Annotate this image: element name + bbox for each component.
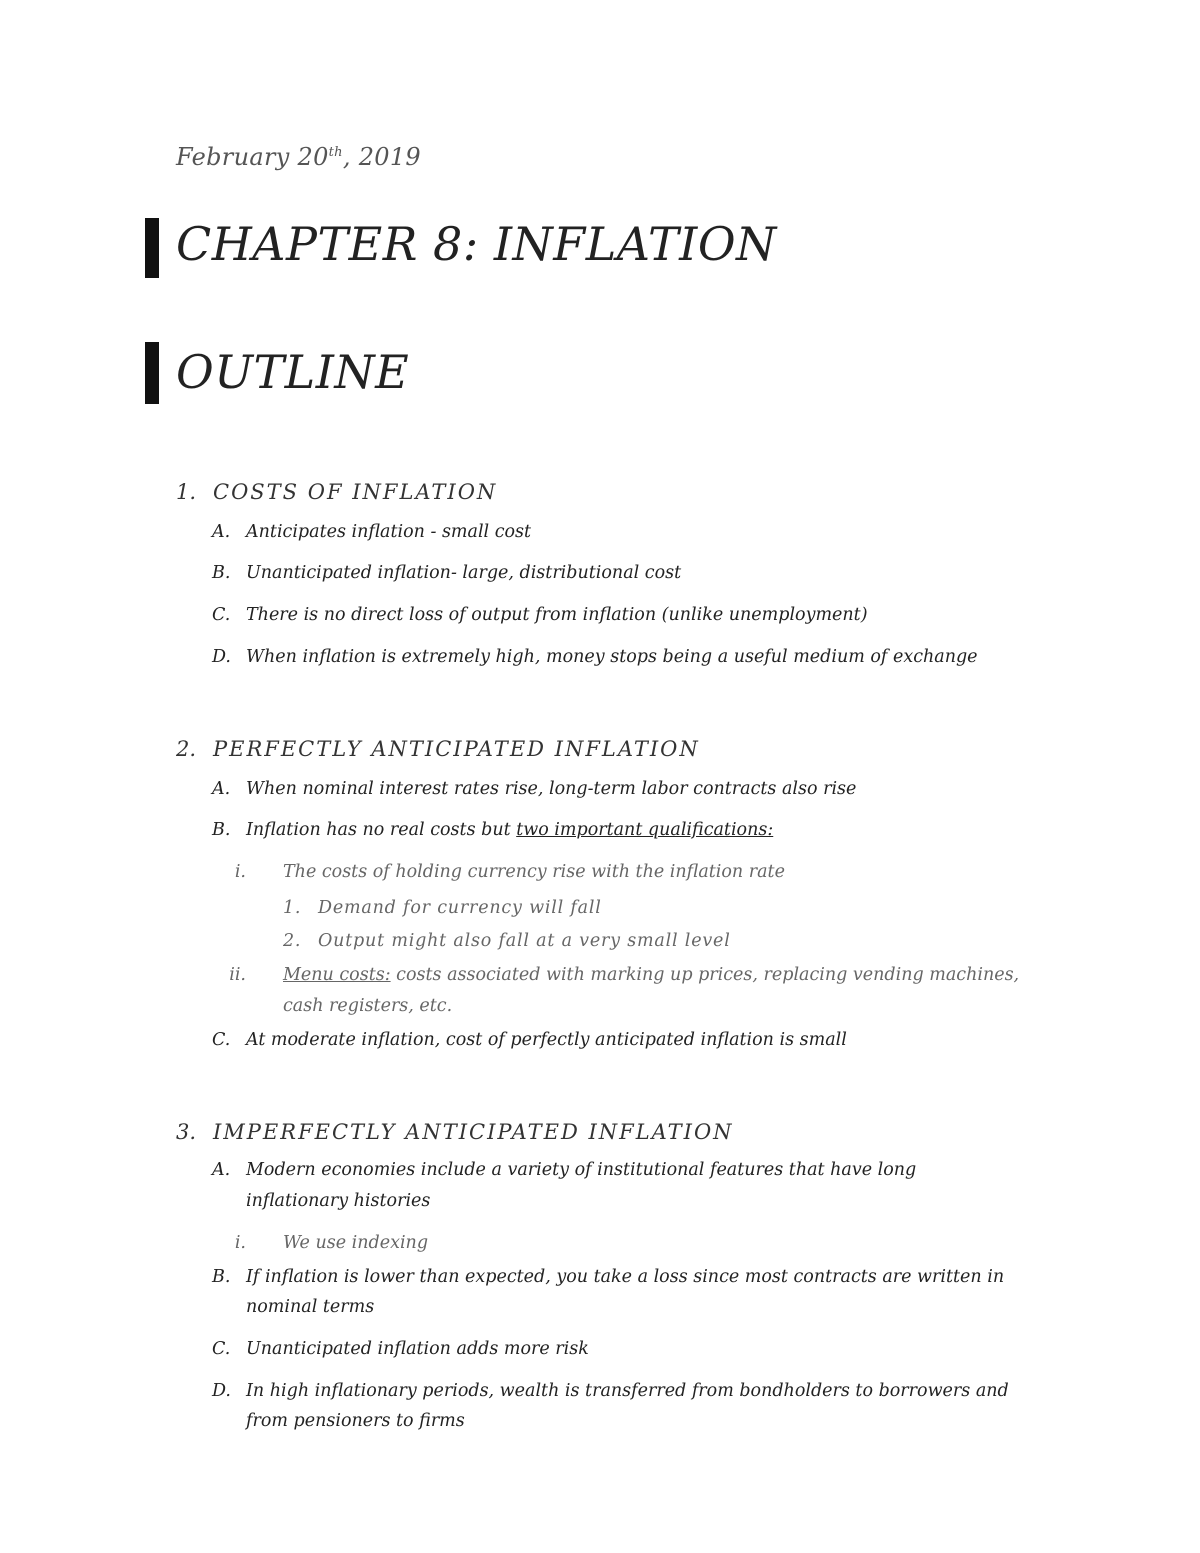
item-marker: 1. [283,898,302,918]
item-text [246,820,773,840]
section-title: PERFECTLY ANTICIPATED INFLATION [213,737,700,761]
item-text: Demand for currency will fall [318,898,602,918]
item-text: Unanticipated inflation adds more risk [246,1339,589,1359]
item-marker: A. [212,1160,231,1180]
list-item [0,1233,1200,1257]
item-text-post: costs associated with marking up prices, replacing vending machines, [390,965,1020,985]
list-item [0,820,1200,844]
chapter-title: CHAPTER 8: INFLATION [176,217,777,271]
item-text: Unanticipated inflation- large, distributional cost [246,563,682,583]
date-year: , 2019 [342,143,421,171]
section-number: 3. [176,1120,197,1144]
item-marker: D. [212,647,231,667]
item-text: We use indexing [283,1233,429,1253]
item-text: Anticipates inflation - small cost [246,522,532,542]
item-marker: B. [212,1267,231,1287]
list-item [0,1030,1200,1054]
item-text: The costs of holding currency rise with the inflation rate [283,862,785,882]
item-text-continued: from pensioners to firms [246,1411,465,1431]
item-text: When nominal interest rates rise, long-term labor contracts also rise [246,779,857,799]
list-item [0,1160,1200,1184]
item-marker: C. [212,1339,231,1359]
item-marker: A. [212,522,231,542]
item-marker: B. [212,563,231,583]
heading-bar [145,342,159,404]
list-item [0,647,1200,671]
list-item [0,779,1200,803]
item-marker: C. [212,605,231,625]
list-item [0,862,1200,886]
item-text [283,965,1019,985]
section-title: COSTS OF INFLATION [213,480,498,504]
list-item [0,1267,1200,1291]
heading-bar [145,218,159,278]
item-marker: D. [212,1381,231,1401]
list-item [0,522,1200,546]
item-marker: 2. [283,931,302,951]
section-number: 2. [176,737,197,761]
item-text: When inflation is extremely high, money stops being a useful medium of exchange [246,647,978,667]
list-item [0,898,1200,922]
item-text-continued: cash registers, etc. [283,996,453,1016]
section-heading [176,737,700,761]
document-date [176,143,421,171]
date-suffix: th [328,145,343,160]
section-heading [176,1120,734,1144]
item-marker: B. [212,820,231,840]
outline-title: OUTLINE [176,345,410,399]
item-text-underlined: Menu costs: [283,965,391,985]
item-text-pre: Inflation has no real costs but [246,820,517,840]
item-text-underlined: two important qualifications: [516,820,774,840]
item-text: There is no direct loss of output from inflation (unlike unemployment) [246,605,868,625]
list-item [0,965,1200,989]
list-item [0,1381,1200,1405]
item-text: Modern economies include a variety of institutional features that have long [246,1160,917,1180]
item-marker: C. [212,1030,231,1050]
item-marker: i. [234,1233,246,1253]
list-item [0,931,1200,955]
item-text: Output might also fall at a very small level [318,931,731,951]
list-item [0,1339,1200,1363]
section-heading [176,480,497,504]
section-number: 1. [176,480,197,504]
item-text-continued: inflationary histories [246,1191,431,1211]
list-item [0,563,1200,587]
item-text: At moderate inflation, cost of perfectly anticipated inflation is small [246,1030,847,1050]
item-marker: ii. [229,965,246,985]
section-title: IMPERFECTLY ANTICIPATED INFLATION [213,1120,734,1144]
list-item [0,605,1200,629]
item-text: If inflation is lower than expected, you take a loss since most contracts are written in [246,1267,1005,1287]
item-marker: A. [212,779,231,799]
item-text: In high inflationary periods, wealth is transferred from bondholders to borrowers and [246,1381,1009,1401]
date-month-day: February 20 [176,143,329,171]
item-text-continued: nominal terms [246,1297,375,1317]
item-marker: i. [234,862,246,882]
